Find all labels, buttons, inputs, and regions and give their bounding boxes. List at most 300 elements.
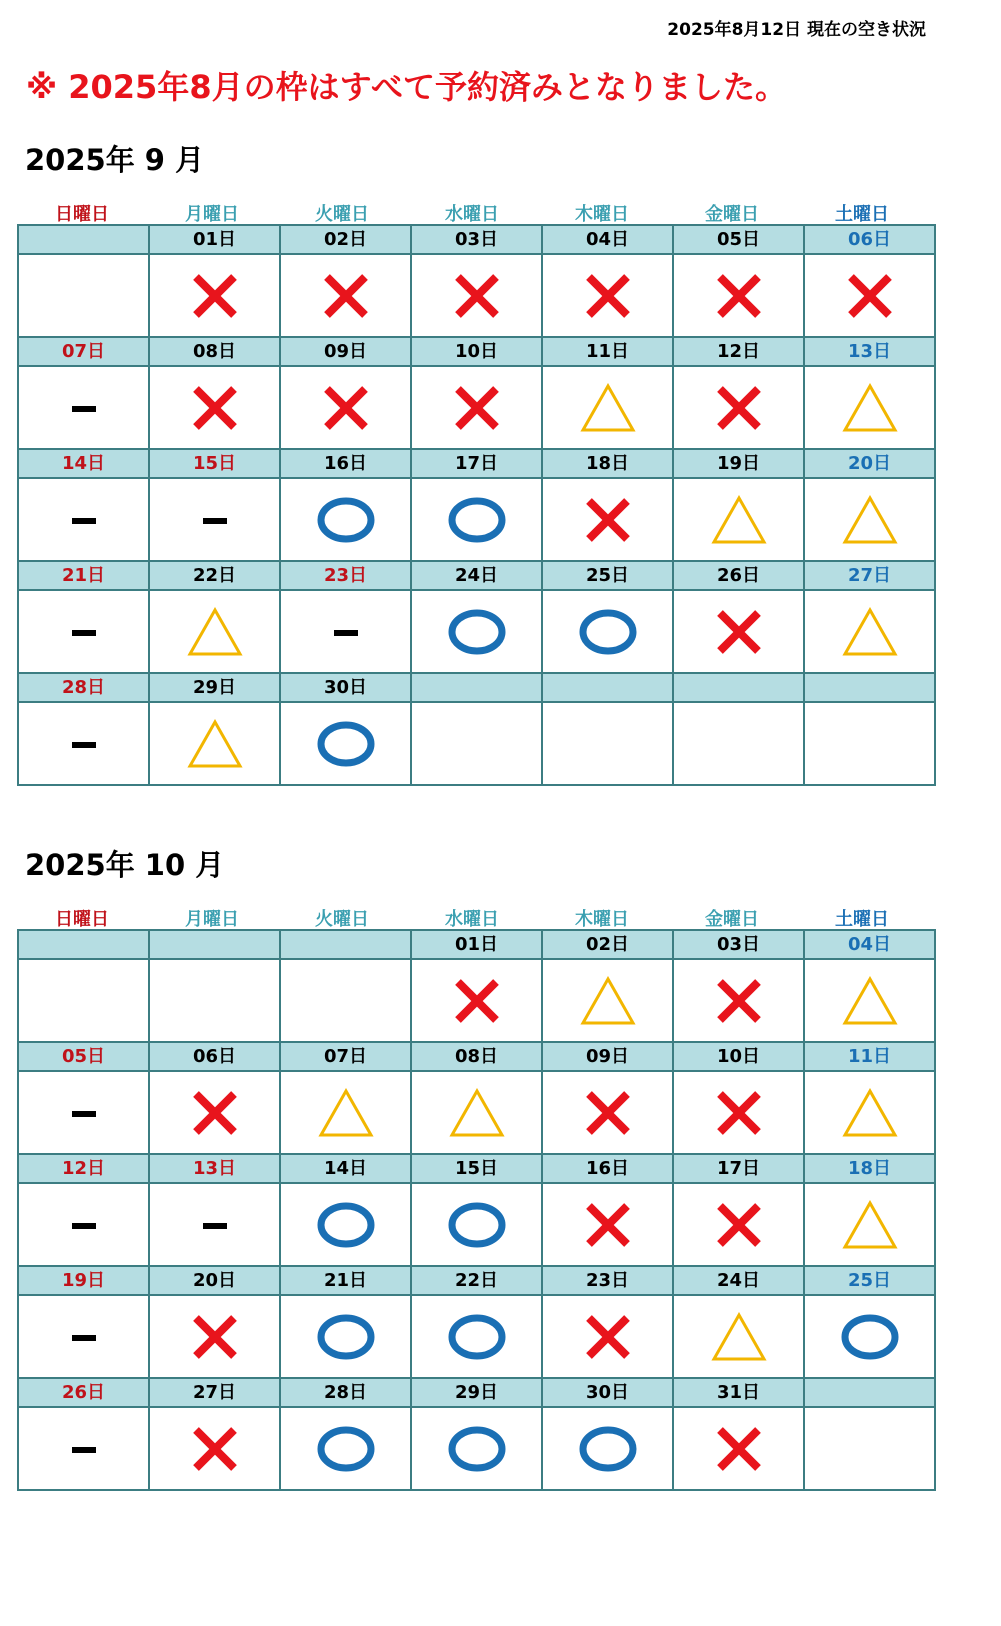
- date-cell: [149, 449, 280, 478]
- availability-cell: [804, 478, 935, 561]
- date-label: 19日: [716, 453, 761, 474]
- date-label: 22日: [192, 565, 237, 586]
- circle-icon: [316, 495, 376, 545]
- notice-banner: ※ 2025年8月の枠はすべて予約済みとなりました。: [26, 68, 787, 106]
- date-label: 27日: [192, 1382, 237, 1403]
- cross-icon: [584, 1313, 632, 1361]
- date-label: 08日: [454, 1046, 499, 1067]
- week-date-row: [18, 930, 935, 959]
- cross-icon: [846, 272, 894, 320]
- date-label: 25日: [585, 565, 630, 586]
- week-date-row: [18, 225, 935, 254]
- cross-icon: [453, 384, 501, 432]
- date-label: 30日: [585, 1382, 630, 1403]
- cross-icon: [715, 384, 763, 432]
- date-cell: [542, 1154, 673, 1183]
- circle-icon: [447, 607, 507, 657]
- availability-cell: [149, 590, 280, 673]
- cross-icon: [191, 384, 239, 432]
- availability-cell: [280, 590, 411, 673]
- date-label: 24日: [454, 565, 499, 586]
- date-label: 27日: [847, 565, 892, 586]
- cross-icon: [715, 977, 763, 1025]
- triangle-icon: [842, 1200, 898, 1250]
- circle-icon: [578, 607, 638, 657]
- date-label: 01日: [454, 934, 499, 955]
- date-cell: [673, 225, 804, 254]
- availability-cell: [149, 959, 280, 1042]
- week-mark-row: [18, 702, 935, 785]
- triangle-icon: [842, 1088, 898, 1138]
- availability-cell: [411, 1183, 542, 1266]
- dash-icon: [203, 1221, 227, 1231]
- availability-cell: [673, 254, 804, 337]
- date-label: 29日: [454, 1382, 499, 1403]
- availability-cell: [804, 1071, 935, 1154]
- availability-cell: [280, 1071, 411, 1154]
- date-cell: [804, 1378, 935, 1407]
- circle-icon: [578, 1424, 638, 1474]
- cross-icon: [584, 1201, 632, 1249]
- availability-cell: [18, 702, 149, 785]
- availability-cell: [18, 1407, 149, 1490]
- availability-cell: [18, 254, 149, 337]
- triangle-icon: [187, 719, 243, 769]
- status-date: 2025年8月12日 現在の空き状況: [667, 20, 926, 40]
- week-mark-row: [18, 590, 935, 673]
- cross-icon: [453, 977, 501, 1025]
- availability-cell: [280, 254, 411, 337]
- availability-cell: [542, 478, 673, 561]
- triangle-icon: [842, 976, 898, 1026]
- cross-icon: [715, 608, 763, 656]
- date-label: 28日: [61, 677, 106, 698]
- calendar-title: 2025年 9 月: [25, 143, 205, 177]
- date-label: 21日: [61, 565, 106, 586]
- date-label: 18日: [585, 453, 630, 474]
- date-label: 15日: [192, 453, 237, 474]
- circle-icon: [447, 1424, 507, 1474]
- date-label: 25日: [847, 1270, 892, 1291]
- circle-icon: [316, 1312, 376, 1362]
- calendar-title: 2025年 10 月: [25, 848, 225, 882]
- availability-cell: [149, 254, 280, 337]
- date-label: 26日: [61, 1382, 106, 1403]
- availability-cell: [673, 1183, 804, 1266]
- date-label: 31日: [716, 1382, 761, 1403]
- weekday-label: 火曜日: [315, 909, 369, 930]
- week-date-row: [18, 1042, 935, 1071]
- availability-cell: [280, 1407, 411, 1490]
- date-cell: [18, 930, 149, 959]
- date-cell: [280, 930, 411, 959]
- cross-icon: [191, 1425, 239, 1473]
- dash-icon: [72, 628, 96, 638]
- weekday-label: 水曜日: [445, 909, 499, 930]
- week-mark-row: [18, 959, 935, 1042]
- date-label: 19日: [61, 1270, 106, 1291]
- cross-icon: [453, 272, 501, 320]
- availability-cell: [149, 1295, 280, 1378]
- week-mark-row: [18, 366, 935, 449]
- availability-cell: [411, 1295, 542, 1378]
- dash-icon: [72, 1221, 96, 1231]
- triangle-icon: [318, 1088, 374, 1138]
- availability-cell: [673, 1295, 804, 1378]
- week-mark-row: [18, 254, 935, 337]
- date-label: 07日: [323, 1046, 368, 1067]
- cross-icon: [191, 1089, 239, 1137]
- date-cell: [149, 1378, 280, 1407]
- date-cell: [804, 930, 935, 959]
- date-cell: [149, 1042, 280, 1071]
- availability-cell: [804, 254, 935, 337]
- availability-cell: [673, 590, 804, 673]
- date-label: 13日: [192, 1158, 237, 1179]
- date-cell: [804, 449, 935, 478]
- availability-cell: [673, 366, 804, 449]
- availability-cell: [804, 959, 935, 1042]
- weekday-label: 金曜日: [705, 909, 759, 930]
- dash-icon: [72, 1109, 96, 1119]
- availability-cell: [542, 959, 673, 1042]
- date-cell: [18, 225, 149, 254]
- availability-cell: [542, 1071, 673, 1154]
- date-cell: [542, 449, 673, 478]
- dash-icon: [72, 516, 96, 526]
- date-label: 14日: [61, 453, 106, 474]
- date-cell: [149, 337, 280, 366]
- weekday-label: 木曜日: [575, 204, 629, 225]
- week-date-row: [18, 1154, 935, 1183]
- date-label: 03日: [454, 229, 499, 250]
- circle-icon: [840, 1312, 900, 1362]
- availability-cell: [804, 1407, 935, 1490]
- availability-cell: [411, 590, 542, 673]
- date-cell: [542, 225, 673, 254]
- date-label: 22日: [454, 1270, 499, 1291]
- weekday-label: 月曜日: [185, 909, 239, 930]
- weekday-label: 木曜日: [575, 909, 629, 930]
- date-label: 15日: [454, 1158, 499, 1179]
- date-cell: [542, 337, 673, 366]
- date-cell: [542, 930, 673, 959]
- date-cell: [411, 1042, 542, 1071]
- date-label: 21日: [323, 1270, 368, 1291]
- date-label: 11日: [847, 1046, 892, 1067]
- date-cell: [18, 449, 149, 478]
- date-cell: [149, 561, 280, 590]
- date-cell: [673, 561, 804, 590]
- date-cell: [18, 1154, 149, 1183]
- date-cell: [673, 1378, 804, 1407]
- date-cell: [280, 337, 411, 366]
- date-cell: [673, 1266, 804, 1295]
- week-mark-row: [18, 1407, 935, 1490]
- date-cell: [411, 337, 542, 366]
- date-label: 26日: [716, 565, 761, 586]
- week-date-row: [18, 337, 935, 366]
- date-cell: [411, 673, 542, 702]
- week-mark-row: [18, 478, 935, 561]
- calendar-grid: [17, 224, 936, 786]
- cross-icon: [715, 272, 763, 320]
- weekday-label: 水曜日: [445, 204, 499, 225]
- date-cell: [542, 561, 673, 590]
- availability-cell: [542, 590, 673, 673]
- date-cell: [18, 337, 149, 366]
- circle-icon: [447, 1312, 507, 1362]
- triangle-icon: [842, 495, 898, 545]
- date-label: 02日: [323, 229, 368, 250]
- weekday-label: 土曜日: [835, 909, 889, 930]
- date-cell: [18, 1378, 149, 1407]
- availability-cell: [673, 959, 804, 1042]
- triangle-icon: [580, 976, 636, 1026]
- availability-cell: [149, 702, 280, 785]
- date-label: 04日: [847, 934, 892, 955]
- date-cell: [18, 561, 149, 590]
- date-label: 01日: [192, 229, 237, 250]
- availability-cell: [804, 702, 935, 785]
- date-cell: [673, 1154, 804, 1183]
- availability-cell: [18, 1295, 149, 1378]
- availability-cell: [149, 1183, 280, 1266]
- cross-icon: [715, 1425, 763, 1473]
- availability-cell: [411, 1407, 542, 1490]
- availability-cell: [149, 1407, 280, 1490]
- date-cell: [280, 449, 411, 478]
- date-cell: [542, 1266, 673, 1295]
- date-cell: [804, 1154, 935, 1183]
- availability-cell: [18, 1071, 149, 1154]
- date-label: 20日: [847, 453, 892, 474]
- date-cell: [411, 561, 542, 590]
- circle-icon: [447, 1200, 507, 1250]
- date-label: 16日: [323, 453, 368, 474]
- date-label: 28日: [323, 1382, 368, 1403]
- week-date-row: [18, 449, 935, 478]
- weekday-label: 金曜日: [705, 204, 759, 225]
- week-mark-row: [18, 1071, 935, 1154]
- date-cell: [542, 1378, 673, 1407]
- date-label: 05日: [716, 229, 761, 250]
- date-label: 04日: [585, 229, 630, 250]
- availability-cell: [804, 1295, 935, 1378]
- date-cell: [804, 337, 935, 366]
- week-mark-row: [18, 1295, 935, 1378]
- triangle-icon: [711, 1312, 767, 1362]
- cross-icon: [715, 1201, 763, 1249]
- date-label: 08日: [192, 341, 237, 362]
- availability-cell: [542, 702, 673, 785]
- circle-icon: [316, 1424, 376, 1474]
- availability-cell: [673, 702, 804, 785]
- date-label: 07日: [61, 341, 106, 362]
- date-cell: [542, 673, 673, 702]
- date-cell: [411, 930, 542, 959]
- date-label: 17日: [716, 1158, 761, 1179]
- cross-icon: [584, 1089, 632, 1137]
- date-label: 09日: [323, 341, 368, 362]
- availability-cell: [673, 478, 804, 561]
- date-label: 30日: [323, 677, 368, 698]
- date-cell: [673, 337, 804, 366]
- cross-icon: [715, 1089, 763, 1137]
- date-label: 02日: [585, 934, 630, 955]
- week-date-row: [18, 1378, 935, 1407]
- date-cell: [804, 1042, 935, 1071]
- cross-icon: [322, 272, 370, 320]
- triangle-icon: [449, 1088, 505, 1138]
- availability-cell: [18, 1183, 149, 1266]
- dash-icon: [72, 404, 96, 414]
- week-mark-row: [18, 1183, 935, 1266]
- date-cell: [18, 1042, 149, 1071]
- availability-cell: [542, 1183, 673, 1266]
- date-cell: [280, 1378, 411, 1407]
- availability-cell: [673, 1071, 804, 1154]
- date-cell: [280, 1042, 411, 1071]
- date-cell: [280, 1266, 411, 1295]
- dash-icon: [72, 1333, 96, 1343]
- date-cell: [542, 1042, 673, 1071]
- availability-cell: [280, 1183, 411, 1266]
- date-label: 20日: [192, 1270, 237, 1291]
- availability-cell: [542, 1407, 673, 1490]
- date-cell: [280, 673, 411, 702]
- date-cell: [411, 1154, 542, 1183]
- triangle-icon: [842, 607, 898, 657]
- date-cell: [149, 930, 280, 959]
- date-cell: [411, 1378, 542, 1407]
- dash-icon: [72, 740, 96, 750]
- date-cell: [149, 1266, 280, 1295]
- date-label: 23日: [585, 1270, 630, 1291]
- date-label: 23日: [323, 565, 368, 586]
- date-cell: [673, 449, 804, 478]
- cross-icon: [191, 272, 239, 320]
- availability-cell: [149, 478, 280, 561]
- cross-icon: [584, 272, 632, 320]
- triangle-icon: [187, 607, 243, 657]
- circle-icon: [316, 719, 376, 769]
- week-date-row: [18, 561, 935, 590]
- availability-cell: [18, 590, 149, 673]
- availability-cell: [411, 1071, 542, 1154]
- date-label: 13日: [847, 341, 892, 362]
- date-label: 10日: [716, 1046, 761, 1067]
- availability-cell: [18, 366, 149, 449]
- weekday-label: 火曜日: [315, 204, 369, 225]
- date-cell: [804, 673, 935, 702]
- date-cell: [149, 673, 280, 702]
- date-cell: [411, 449, 542, 478]
- date-label: 10日: [454, 341, 499, 362]
- date-label: 06日: [847, 229, 892, 250]
- date-label: 16日: [585, 1158, 630, 1179]
- availability-cell: [18, 959, 149, 1042]
- availability-cell: [673, 1407, 804, 1490]
- availability-cell: [542, 254, 673, 337]
- availability-cell: [411, 254, 542, 337]
- circle-icon: [447, 495, 507, 545]
- date-cell: [280, 225, 411, 254]
- date-cell: [673, 930, 804, 959]
- circle-icon: [316, 1200, 376, 1250]
- week-date-row: [18, 1266, 935, 1295]
- availability-cell: [542, 1295, 673, 1378]
- date-cell: [149, 225, 280, 254]
- weekday-label: 日曜日: [55, 909, 109, 930]
- weekday-label: 土曜日: [835, 204, 889, 225]
- calendar-grid: [17, 929, 936, 1491]
- availability-cell: [411, 478, 542, 561]
- dash-icon: [72, 1445, 96, 1455]
- date-label: 11日: [585, 341, 630, 362]
- date-label: 06日: [192, 1046, 237, 1067]
- date-cell: [280, 561, 411, 590]
- date-cell: [280, 1154, 411, 1183]
- date-label: 17日: [454, 453, 499, 474]
- date-cell: [673, 1042, 804, 1071]
- date-label: 05日: [61, 1046, 106, 1067]
- availability-cell: [18, 478, 149, 561]
- date-cell: [411, 225, 542, 254]
- triangle-icon: [842, 383, 898, 433]
- weekday-label: 月曜日: [185, 204, 239, 225]
- weekday-header: [17, 905, 947, 931]
- cross-icon: [584, 496, 632, 544]
- triangle-icon: [711, 495, 767, 545]
- availability-cell: [542, 366, 673, 449]
- cross-icon: [191, 1313, 239, 1361]
- availability-cell: [411, 959, 542, 1042]
- availability-cell: [411, 366, 542, 449]
- date-label: 14日: [323, 1158, 368, 1179]
- availability-cell: [280, 959, 411, 1042]
- triangle-icon: [580, 383, 636, 433]
- weekday-header: [17, 200, 947, 226]
- date-cell: [18, 1266, 149, 1295]
- availability-cell: [804, 366, 935, 449]
- availability-cell: [804, 590, 935, 673]
- date-label: 24日: [716, 1270, 761, 1291]
- availability-cell: [149, 1071, 280, 1154]
- date-label: 03日: [716, 934, 761, 955]
- dash-icon: [334, 628, 358, 638]
- date-cell: [149, 1154, 280, 1183]
- availability-cell: [804, 1183, 935, 1266]
- date-cell: [411, 1266, 542, 1295]
- availability-cell: [280, 702, 411, 785]
- date-cell: [804, 561, 935, 590]
- availability-cell: [280, 478, 411, 561]
- date-cell: [804, 1266, 935, 1295]
- availability-cell: [280, 1295, 411, 1378]
- week-date-row: [18, 673, 935, 702]
- date-cell: [673, 673, 804, 702]
- date-label: 12日: [61, 1158, 106, 1179]
- date-cell: [18, 673, 149, 702]
- availability-cell: [149, 366, 280, 449]
- date-label: 29日: [192, 677, 237, 698]
- availability-cell: [280, 366, 411, 449]
- weekday-label: 日曜日: [55, 204, 109, 225]
- dash-icon: [203, 516, 227, 526]
- date-label: 12日: [716, 341, 761, 362]
- availability-cell: [411, 702, 542, 785]
